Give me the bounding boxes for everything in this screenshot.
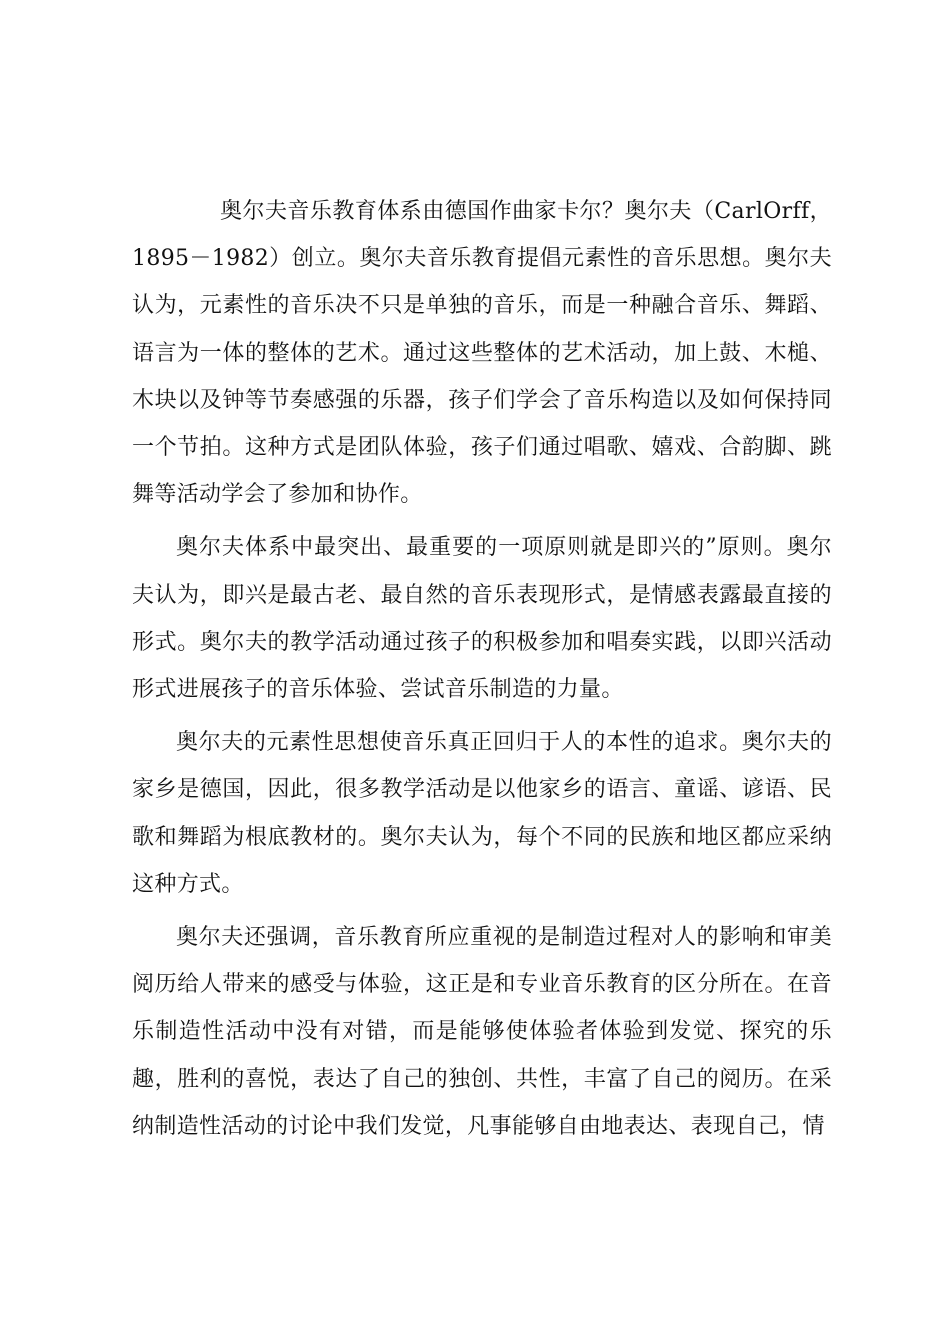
paragraph-4: 奥尔夫还强调，音乐教育所应重视的是制造过程对人的影响和审美阅历给人带来的感受与体验，这正是和专业音乐教育的区分所在。在音乐制造性活动中没有对错，而是能够使体验者体验到发觉、探究的乐趣，胜利的喜悦，表达了自己的独创、共性，丰富了自己的阅历。在采纳制造性活动的讨论中我们发觉，凡事能够自由地表达、表现自己，情	[132, 925, 832, 1139]
paragraph-1: 奥尔夫音乐教育体系由德国作曲家卡尔？奥尔夫（CarlOrff，1895－1982）创立。奥尔夫音乐教育提倡元素性的音乐思想。奥尔夫认为，元素性的音乐决不只是单独的音乐，而是一种融合音乐、舞蹈、语言为一体的整体的艺术。通过这些整体的艺术活动，加上鼓、木槌、木块以及钟等节奏感强的乐器，孩子们学会了音乐构造以及如何保持同一个节拍。这种方式是团队体验，孩子们通过唱歌、嬉戏、合韵脚、跳舞等活动学会了参加和协作。	[132, 199, 832, 508]
paragraph-2: 奥尔夫体系中最突出、最重要的一项原则就是即兴的”原则。奥尔夫认为，即兴是最古老、最自然的音乐表现形式，是情感表露最直接的形式。奥尔夫的教学活动通过孩子的积极参加和唱奏实践，以即兴活动形式进展孩子的音乐体验、尝试音乐制造的力量。	[132, 535, 832, 703]
body-text	[132, 188, 832, 1156]
paragraph-3: 奥尔夫的元素性思想使音乐真正回归于人的本性的追求。奥尔夫的家乡是德国，因此，很多教学活动是以他家乡的语言、童谣、谚语、民歌和舞蹈为根底教材的。奥尔夫认为，每个不同的民族和地区都应采纳这种方式。	[132, 730, 832, 897]
